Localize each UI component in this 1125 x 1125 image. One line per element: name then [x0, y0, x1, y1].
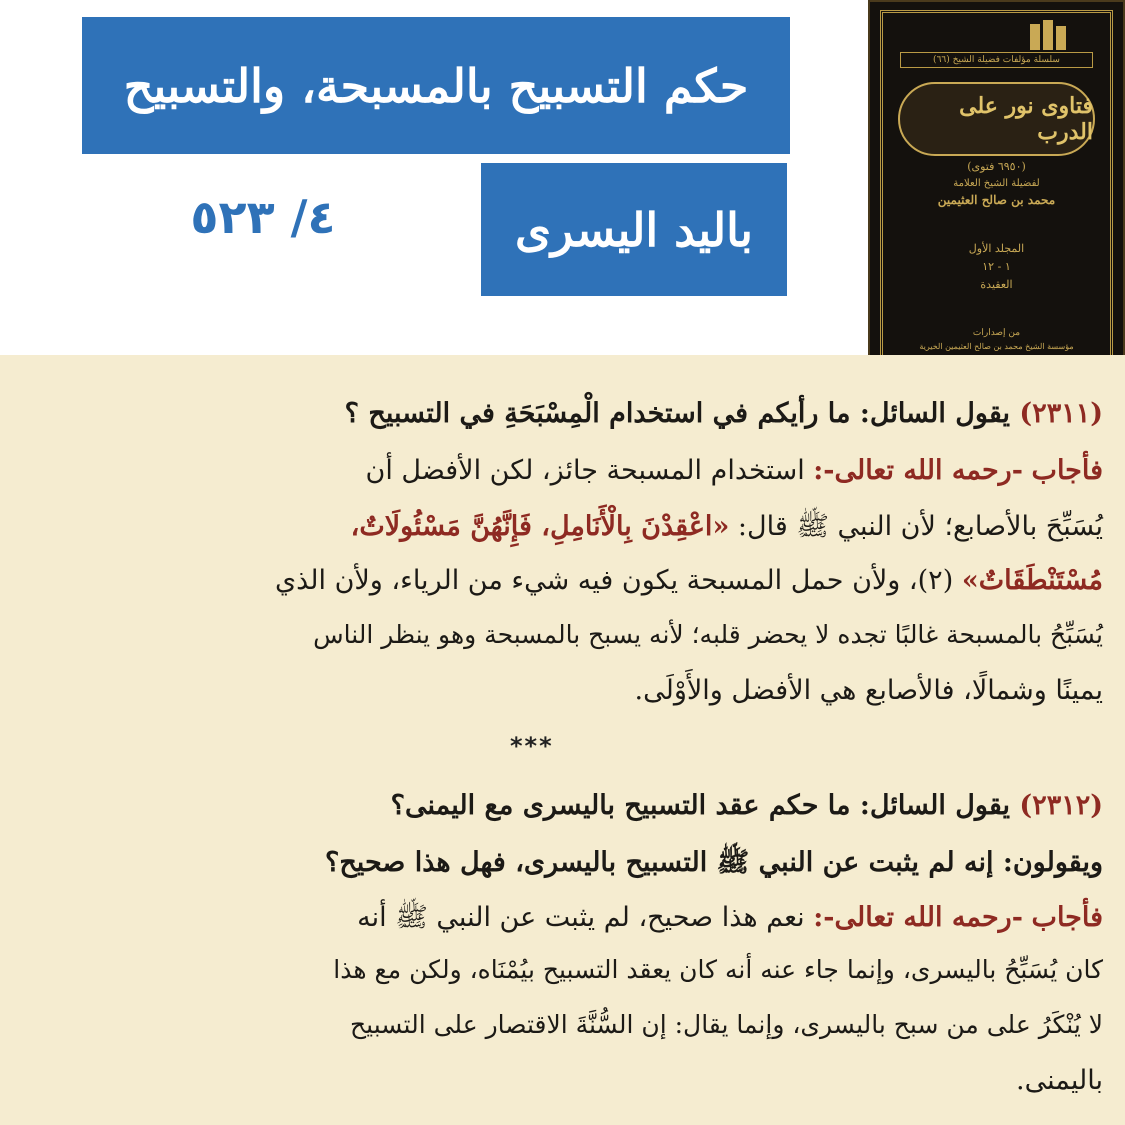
fatwa1-line1-text: استخدام المسبحة جائز، لكن الأفضل أن — [365, 455, 805, 486]
fatwa1-hadith: «اعْقِدْنَ بِالْأَنَامِلِ، فَإِنَّهُنَّ مَسْئُولَاتٌ، — [350, 511, 730, 542]
fatwa2-line1-text: نعم هذا صحيح، لم يثبت عن النبي ﷺ أنه — [357, 902, 805, 933]
fatwa2-question2: ويقولون: إنه لم يثبت عن النبي ﷺ التسبيح باليسرى، فهل هذا صحيح؟ — [325, 847, 1103, 878]
fatwa2-q-label: يقول السائل: — [859, 790, 1011, 821]
cover-author: محمد بن صالح العثيمين — [937, 193, 1056, 207]
cover-range: ١ - ١٢ — [982, 260, 1011, 273]
fatwa1-answer-line4: يُسَبِّحُ بالمسبحة غالبًا تجده لا يحضر قلبه؛ لأنه يسبح بالمسبحة وهو ينظر الناس — [313, 620, 1103, 649]
fatwa1-answer-line3 — [275, 565, 1103, 596]
cover-title: فتاوى نور على الدرب — [898, 82, 1095, 156]
fatwa1-question — [345, 398, 1103, 429]
fatwa2-question-text: ما حكم عقد التسبيح باليسرى مع اليمنى؟ — [390, 790, 851, 821]
cover-series: سلسلة مؤلفات فضيلة الشيخ (٦٦) — [900, 52, 1093, 68]
fatwa1-number: (٢٣١١) — [1019, 398, 1103, 429]
title-banner-line1 — [82, 17, 790, 154]
fatwa1-answer-line5: يمينًا وشمالًا، فالأصابع هي الأفضل والأَوْلَى. — [634, 675, 1103, 706]
fatwa2-answer-label: فأجاب — [1031, 902, 1103, 933]
fatwa1-q-label: يقول السائل: — [859, 398, 1011, 429]
book-cover-image — [868, 0, 1125, 373]
cover-volume: المجلد الأول — [968, 242, 1025, 255]
section-separator: *** — [510, 732, 554, 760]
fatwa1-line3b: (٢)، ولأن حمل المسبحة يكون فيه شيء من الرياء، ولأن الذي — [274, 565, 954, 596]
fatwa2-dua: -رحمه الله تعالى-: — [813, 902, 1023, 933]
title-line2: باليد اليسرى — [515, 202, 753, 257]
cover-publisher-intro: من إصدارات — [972, 328, 1021, 338]
fatwa1-answer-line1 — [365, 455, 1103, 486]
title-line1: حكم التسبيح بالمسبحة، والتسبيح — [123, 58, 749, 113]
fatwa2-number: (٢٣١٢) — [1019, 790, 1103, 821]
title-banner-line2 — [481, 163, 787, 296]
fatwa1-dua: -رحمه الله تعالى-: — [813, 455, 1023, 486]
fatwa1-hadith-end: مُسْتَنْطَقَاتٌ» — [961, 565, 1103, 596]
fatwa1-answer-label: فأجاب — [1031, 455, 1103, 486]
fatwa2-answer-line2: كان يُسَبِّحُ باليسرى، وإنما جاء عنه أنه كان يعقد التسبيح بيُمْنَاه، ولكن مع هذا — [333, 955, 1103, 984]
fatwa2-question — [391, 790, 1103, 821]
fatwa1-question-text: ما رأيكم في استخدام الْمِسْبَحَةِ في التسبيح ؟ — [344, 398, 851, 429]
fatwa2-answer-line3: لا يُنْكَرُ على من سبح باليسرى، وإنما يقال: إن السُّنَّةَ الاقتصار على التسبيح — [350, 1010, 1103, 1039]
cover-publisher: مؤسسة الشيخ محمد بن صالح العثيمين الخيرية — [919, 342, 1074, 351]
volume-page-reference: ٤/ ٥٢٣ — [190, 190, 336, 244]
fatwa1-line2a: يُسَبِّحَ بالأصابع؛ لأن النبي ﷺ قال: — [737, 511, 1103, 542]
cover-author-intro: لفضيلة الشيخ العلامة — [953, 178, 1040, 189]
fatwa2-answer-line1 — [357, 900, 1103, 940]
fatwa1-answer-line2 — [351, 509, 1103, 549]
cover-count: (٦٩٥٠ فتوى) — [967, 160, 1026, 173]
cover-topic: العقيدة — [980, 278, 1013, 291]
books-logo-icon — [1030, 20, 1078, 50]
fatwa2-answer-line4: باليمنى. — [1016, 1065, 1103, 1096]
